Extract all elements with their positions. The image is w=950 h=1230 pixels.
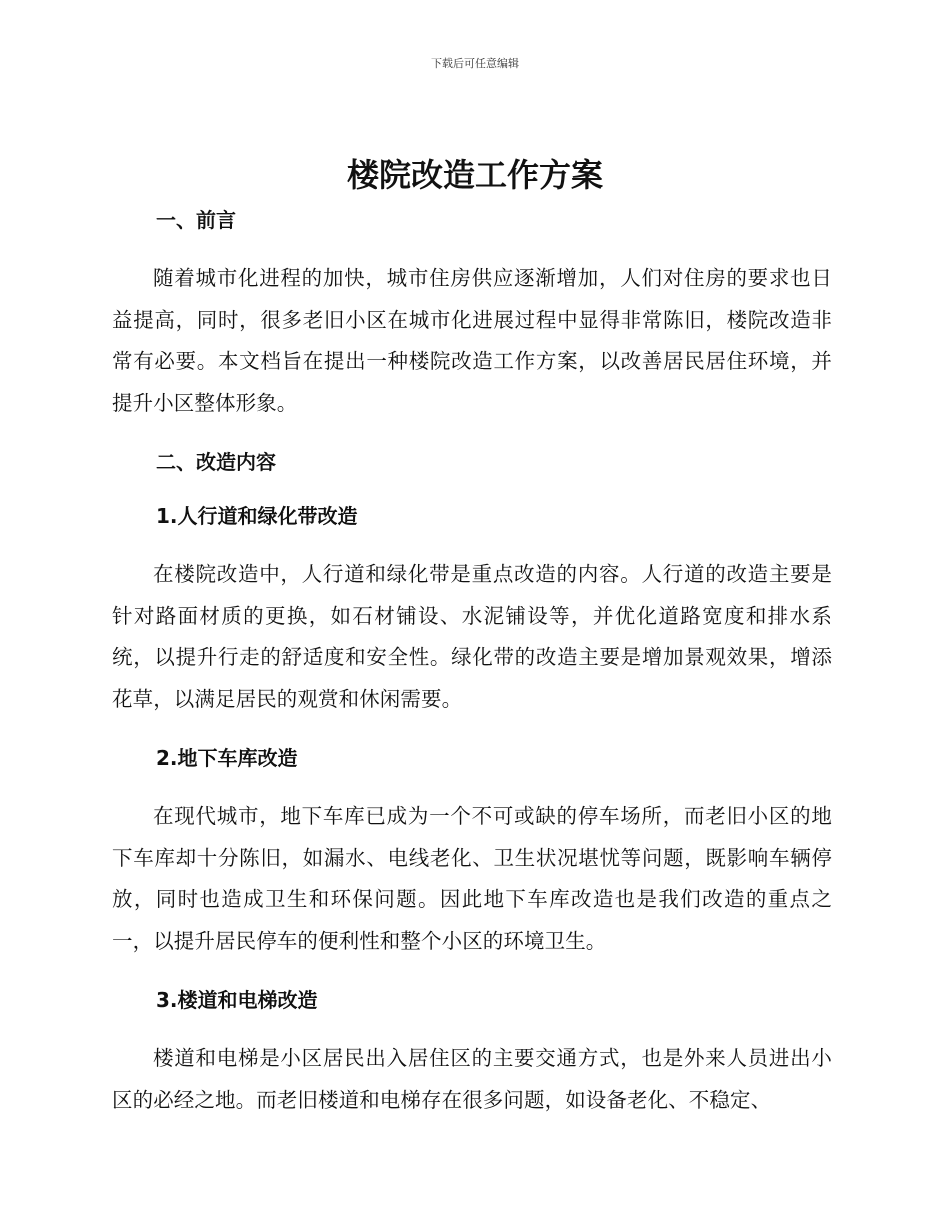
section-heading-preface: 一、前言 (156, 208, 236, 232)
section-heading-content: 二、改造内容 (156, 450, 276, 474)
subsection-heading-stairwell: 3.楼道和电梯改造 (156, 988, 318, 1012)
preface-paragraph: 随着城市化进程的加快，城市住房供应逐渐增加，人们对住房的要求也日益提高，同时，很多老旧小区在城市化进展过程中显得非常陈旧，楼院改造非常有必要。本文档旨在提出一种楼院改造工作方案，以改善居民居住环境，并提升小区整体形象。 (112, 266, 832, 415)
document-title: 楼院改造工作方案 (346, 156, 603, 194)
garage-paragraph: 在现代城市，地下车库已成为一个不可或缺的停车场所，而老旧小区的地下车库却十分陈旧，如漏水、电线老化、卫生状况堪忧等问题，既影响车辆停放，同时也造成卫生和环保问题。因此地下车库改造也是我们改造的重点之一，以提升居民停车的便利性和整个小区的环境卫生。 (112, 804, 832, 953)
sidewalk-paragraph: 在楼院改造中，人行道和绿化带是重点改造的内容。人行道的改造主要是针对路面材质的更换，如石材铺设、水泥铺设等，并优化道路宽度和排水系统，以提升行走的舒适度和安全性。绿化带的改造主要是增加景观效果，增添花草，以满足居民的观赏和休闲需要。 (112, 562, 832, 711)
page-header: 下载后可任意编辑 (431, 57, 519, 70)
subsection-heading-sidewalk: 1.人行道和绿化带改造 (156, 504, 358, 528)
document-body (112, 204, 832, 1143)
subsection-heading-garage: 2.地下车库改造 (156, 746, 298, 770)
stairwell-paragraph: 楼道和电梯是小区居民出入居住区的主要交通方式，也是外来人员进出小区的必经之地。而老旧楼道和电梯存在很多问题，如设备老化、不稳定、 (112, 1046, 832, 1112)
